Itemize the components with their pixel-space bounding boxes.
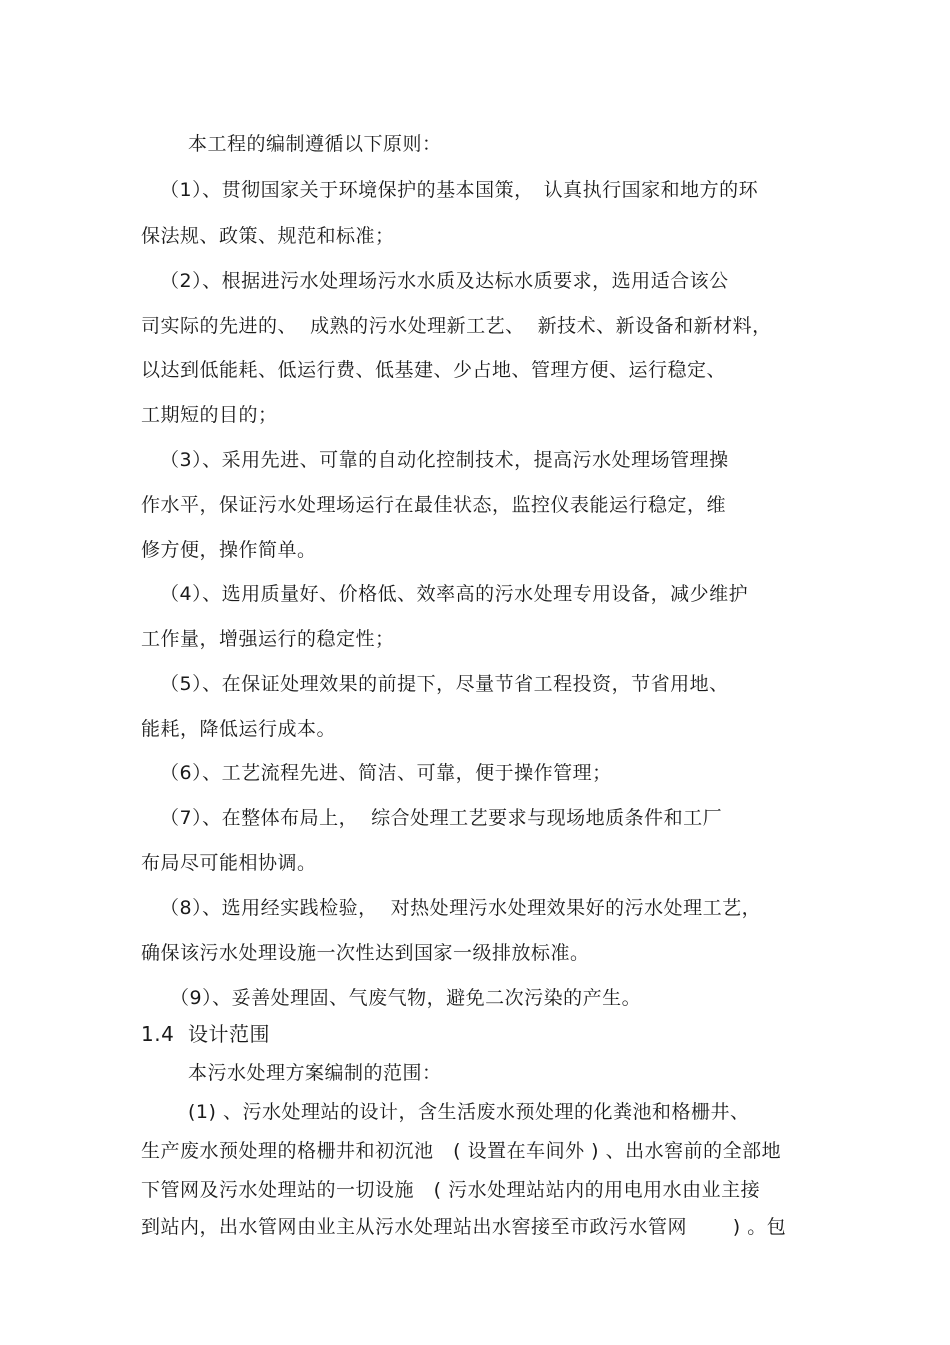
principle-4-line-1: （4）、选用质量好、价格低、效率高的污水处理专用设备，减少维护 [160,583,749,605]
principle-8-line-1: （8）、选用经实践检验， 对热处理污水处理效果好的污水处理工艺， [160,897,762,919]
scope-1-line-4: 到站内，出水管网由业主从污水处理站出水窖接至市政污水管网 ) 。包 [141,1216,787,1238]
section-heading: 1.4 设计范围 [141,1022,271,1046]
scope-1-line-1: (1) 、污水处理站的设计，含生活废水预处理的化粪池和格栅井、 [188,1101,750,1123]
principle-5-line-1: （5）、在保证处理效果的前提下，尽量节省工程投资，节省用地、 [160,673,729,695]
principle-1-line-2: 保法规、政策、规范和标准； [141,225,395,247]
principle-7-line-2: 布局尽可能相协调。 [141,852,317,874]
principle-2-line-1: （2）、根据进污水处理场污水水质及达标水质要求，选用适合该公 [160,270,729,292]
principle-3-line-3: 修方便，操作简单。 [141,539,317,561]
principle-3-line-1: （3）、采用先进、可靠的自动化控制技术，提高污水处理场管理操 [160,449,729,471]
scope-1-line-2: 生产废水预处理的格栅井和初沉池 ( 设置在车间外 ) 、出水窖前的全部地 [141,1140,782,1162]
principle-3-line-2: 作水平，保证污水处理场运行在最佳状态，监控仪表能运行稳定，维 [141,494,727,516]
principle-9-line-1: （9）、妥善处理固、气废气物，避免二次污染的产生。 [170,987,642,1009]
principle-7-line-1: （7）、在整体布局上， 综合处理工艺要求与现场地质条件和工厂 [160,807,723,829]
principle-1-line-1: （1）、贯彻国家关于环境保护的基本国策， 认真执行国家和地方的环 [160,179,759,201]
principle-2-line-4: 工期短的目的； [141,404,278,426]
principle-6-line-1: （6）、工艺流程先进、简洁、可靠，便于操作管理； [160,762,612,784]
scope-1-line-3: 下管网及污水处理站的一切设施 ( 污水处理站站内的用电用水由业主接 [141,1179,761,1201]
principle-2-line-2: 司实际的先进的、 成熟的污水处理新工艺、 新技术、新设备和新材料， [141,315,772,337]
principle-4-line-2: 工作量，增强运行的稳定性； [141,628,395,650]
principle-5-line-2: 能耗，降低运行成本。 [141,718,337,740]
principle-8-line-2: 确保该污水处理设施一次性达到国家一级排放标准。 [141,942,590,964]
scope-intro-line: 本污水处理方案编制的范围： [188,1062,442,1084]
intro-line: 本工程的编制遵循以下原则： [188,133,442,155]
principle-2-line-3: 以达到低能耗、低运行费、低基建、少占地、管理方便、运行稳定、 [141,359,727,381]
